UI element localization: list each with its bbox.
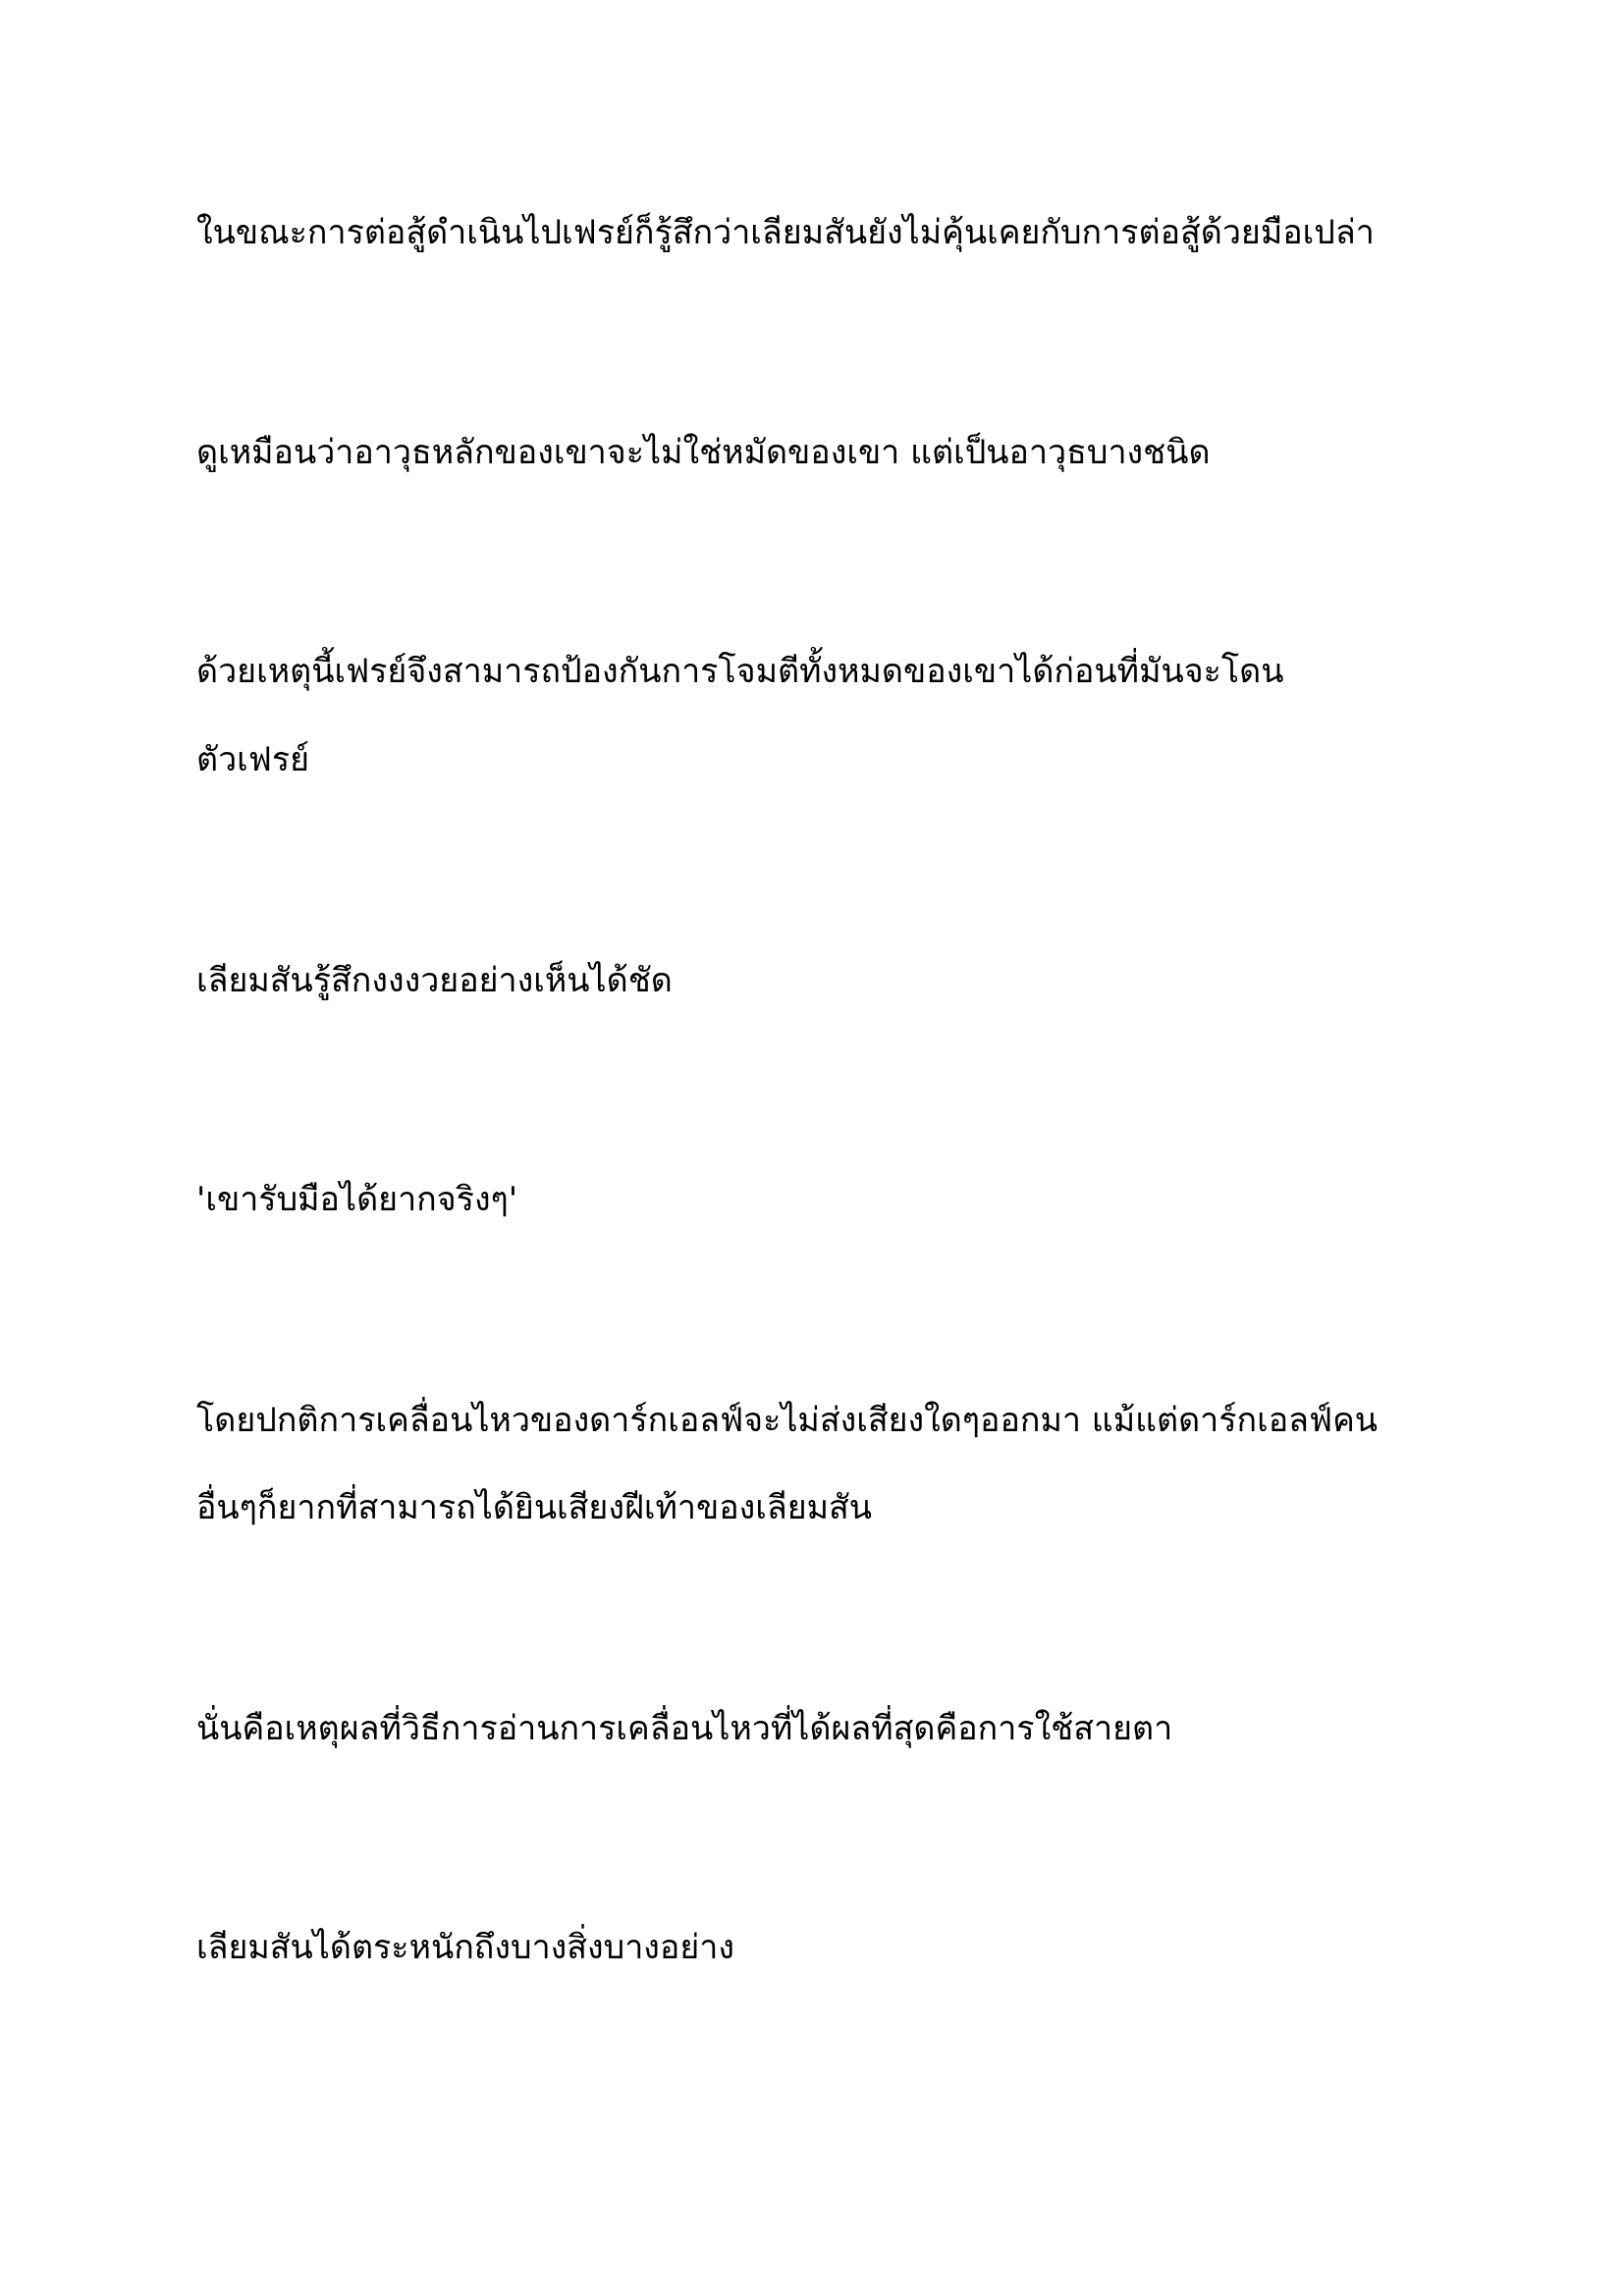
paragraph-line: เลียมสันรู้สึกงงงวยอย่างเห็นได้ชัด bbox=[196, 961, 673, 1000]
paragraph-line: อื่นๆก็ยากที่สามารถได้ยินเสียงฝีเท้าของเลียมสัน bbox=[196, 1488, 873, 1527]
paragraph-line: ด้วยเหตุนี้เฟรย์จึงสามารถป้องกันการโจมตีทั้งหมดของเขาได้ก่อนที่มันจะโดน bbox=[196, 652, 1284, 691]
quoted-thought-line: 'เขารับมือได้ยากจริงๆ' bbox=[196, 1180, 518, 1219]
paragraph-line: ดูเหมือนว่าอาวุธหลักของเขาจะไม่ใช่หมัดของเขา แต่เป็นอาวุธบางชนิด bbox=[196, 433, 1211, 472]
paragraph-line: นั่นคือเหตุผลที่วิธีการอ่านการเคลื่อนไหวที่ได้ผลที่สุดคือการใช้สายตา bbox=[196, 1709, 1173, 1748]
paragraph-line: ตัวเฟรย์ bbox=[196, 740, 310, 779]
paragraph-line: โดยปกติการเคลื่อนไหวของดาร์กเอลฟ์จะไม่ส่งเสียงใดๆออกมา แม้แต่ดาร์กเอลฟ์คน bbox=[196, 1401, 1379, 1440]
paragraph-line: ในขณะการต่อสู้ดำเนินไปเฟรย์ก็รู้สึกว่าเลียมสันยังไม่คุ้นเคยกับการต่อสู้ด้วยมือเปล่า bbox=[196, 213, 1375, 252]
paragraph-line: เลียมสันได้ตระหนักถึงบางสิ่งบางอย่าง bbox=[196, 1928, 734, 1967]
